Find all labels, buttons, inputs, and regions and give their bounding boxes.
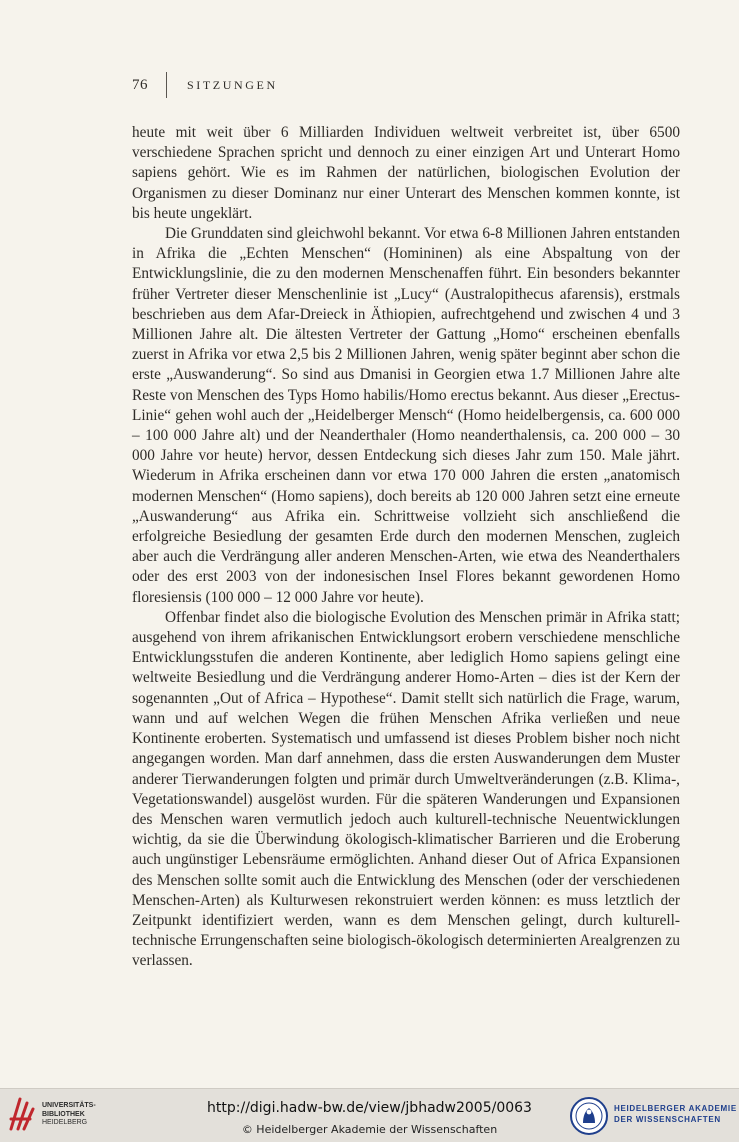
header-divider — [166, 72, 167, 98]
academy-name-line-2: DER WISSENSCHAFTEN — [614, 1114, 721, 1124]
library-name-line-3: HEIDELBERG — [42, 1119, 88, 1126]
permalink-url[interactable]: http://digi.hadw-bw.de/view/jbhadw2005/0063 — [207, 1100, 532, 1116]
page-number: 76 — [132, 76, 148, 93]
paragraph-3: Offenbar findet also die biologische Evolution des Menschen primär in Afrika statt; ausgehend von ihrem afrikanischen Entwicklungsort erobern verschiedene menschliche Entwicklungsstufen die anderen Kontinente, aber lediglich Homo sapiens gelingt eine weltweite Besiedlung und die Verdrängung anderer Homo-Arten – dies ist der Kern der sogenannten „Out of Africa – Hypothese“. Damit stellt sich natürlich die Frage, warum, wann und auf welchen Wegen die frühen Menschen Afrika verließen und neue Kontinente eroberten. Systematisch und umfassend ist dieses Problem bisher noch nicht angegangen worden. Man darf annehmen, dass die ersten Auswanderungen dem Muster anderer Tierwanderungen folgten und primär durch Umweltveränderungen (z.B. Klima-, Vegetationswandel) ausgelöst wurden. Für die späteren Wanderungen und Expansionen des Menschen waren vermutlich jedoch auch kulturell-technische Neuentwicklungen wichtig, da sie die Überwindung ökologisch-klimatischer Barrieren und die Eroberung auch ungünstiger Lebensräume ermöglichten. Anhand dieser Out of Africa Expansionen des Menschen sollte somit auch die Entwicklung des Menschen (oder der verschiedenen Menschen-Arten) als Kulturwesen rekonstruiert werden können: es muss letztlich der Zeitpunkt identifiziert werden, wann es dem Menschen gelingt, durch kulturell-technische Errungenschaften seine biologisch-ökologisch determinierten Arealgrenzen zu verlassen. — [132, 608, 680, 970]
academy-name-line-1: HEIDELBERGER AKADEMIE — [614, 1104, 737, 1113]
library-name-line-1: UNIVERSITÄTS- — [42, 1102, 96, 1109]
academy-seal-icon — [569, 1096, 609, 1136]
paragraph-2: Die Grunddaten sind gleichwohl bekannt. Vor etwa 6-8 Millionen Jahren entstanden in Afrika die „Echten Menschen“ (Homininen) als eine Abspaltung von der Entwicklungslinie, die zu den modernen Menschenaffen führt. Ein besonders bekannter früher Vertreter dieser Menschenlinie ist „Lucy“ (Australopithecus afarensis), erstmals beschrieben aus dem Afar-Dreieck in Äthiopien, aufrechtgehend und zwischen 4 und 3 Millionen Jahre alt. Die ältesten Vertreter der Gattung „Homo“ erscheinen ebenfalls zuerst in Afrika vor etwa 2,5 bis 2 Millionen Jahren, wenig später beginnt aber schon die erste „Auswanderung“. So sind aus Dmanisi in Georgien etwa 1.7 Millionen Jahre alte Reste von Menschen des Typs Homo habilis/Homo erectus bekannt. Aus dieser „Erectus-Linie“ gehen wohl auch der „Heidelberger Mensch“ (Homo heidelbergensis, ca. 600 000 – 100 000 Jahre alt) und der Neanderthaler (Homo neanderthalensis, ca. 200 000 – 30 000 Jahre vor heute) hervor, dessen Entdeckung sich dieses Jahr zum 150. Male jährt. Wiederum in Afrika erscheinen dann vor etwa 170 000 Jahren die ersten „anatomisch modernen Menschen“ (Homo sapiens), doch bereits ab 120 000 Jahren setzt eine erneute „Auswanderung“ aus Afrika ein. Schrittweise vollzieht sich anschließend die erfolgreiche Besiedlung der gesamten Erde durch den modernen Menschen, zugleich aber auch die Verdrängung aller anderen Menschen-Arten, wie etwa des Neanderthalers oder des erst 2003 von der indonesischen Insel Flores bekannt gewordenen Homo floresiensis (100 000 – 12 000 Jahre vor heute). — [132, 225, 680, 606]
digitization-footer — [0, 1088, 739, 1142]
running-head: SITZUNGEN — [187, 77, 278, 92]
paragraph-1: heute mit weit über 6 Milliarden Individuen weltweit verbreitet ist, über 6500 verschiedene Sprachen spricht und dennoch zu einer einzigen Art und Unterart Homo sapiens gehört. Wie es im Rahmen der natürlichen, biologischen Evolution der Organismen zu dieser Dominanz nur einer Unterart des Menschen kommen konnte, ist bis heute ungeklärt. — [132, 124, 680, 222]
academy-name — [614, 1104, 737, 1125]
copyright-notice: © Heidelberger Akademie der Wissenschaften — [241, 1123, 498, 1136]
page-header — [132, 74, 278, 96]
body-text — [132, 123, 680, 972]
library-name-line-2: BIBLIOTHEK — [42, 1110, 85, 1118]
